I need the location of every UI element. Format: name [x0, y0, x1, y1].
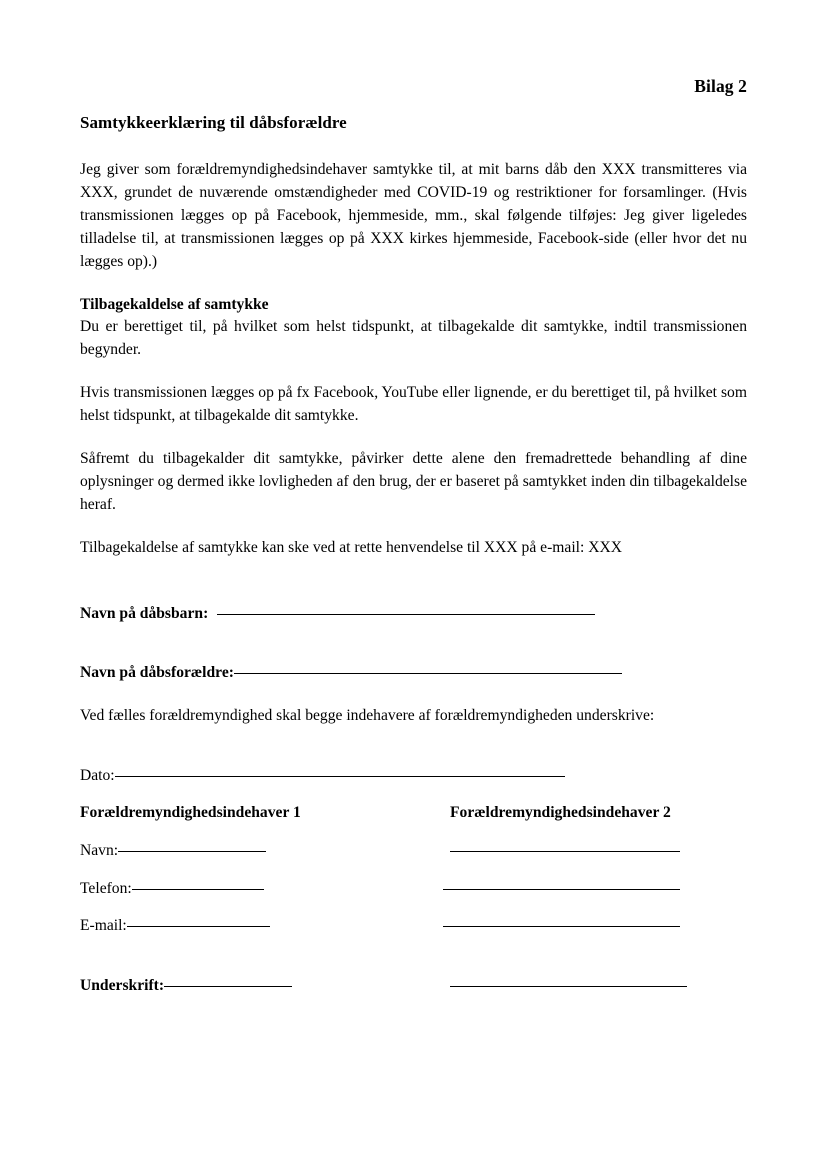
signature-column-headings — [80, 802, 747, 825]
paragraph-contact: Tilbagekaldelse af samtykke kan ske ved at rette henvendelse til XXX på e-mail: XXX — [80, 538, 623, 556]
spacer — [80, 428, 747, 448]
joint-custody-note: Ved fælles forældremyndighed skal begge indehavere af forældremyndigheden underskrive: — [80, 706, 655, 724]
paragraph-online-withdrawal: Hvis transmissionen lægges op på fx Facebook, YouTube eller lignende, er du berettiget til, på hvilket som helst tidspunkt, at tilbagekalde dit samtykke. — [80, 384, 747, 425]
spacer — [80, 756, 747, 765]
field-rule-email-holder-2[interactable] — [443, 926, 680, 927]
paragraph-withdrawal-effect: Såfremt du tilbagekalder dit samtykke, påvirker dette alene den fremadrettede behandling af dine oplysninger og dermed ikke lovligheden af den brug, der er baseret på samtykket inden din tilbagekaldelse heraf. — [80, 450, 747, 513]
row-email — [80, 915, 747, 938]
heading-holder-2: Forældremyndighedsindehaver 2 — [450, 804, 671, 822]
spacer — [80, 274, 747, 294]
field-label-child-name: Navn på dåbsbarn: — [80, 604, 209, 622]
appendix-label: Bilag 2 — [694, 76, 747, 96]
document-content — [80, 76, 747, 998]
field-label-date: Dato: — [80, 766, 115, 784]
field-rule-phone-holder-1[interactable] — [132, 889, 264, 890]
field-child-name[interactable] — [80, 603, 747, 626]
field-rule-parent-name[interactable] — [234, 673, 622, 674]
spacer — [80, 362, 747, 382]
field-label-phone: Telefon: — [80, 879, 132, 897]
spacer — [80, 685, 747, 705]
field-rule-email-holder-1[interactable] — [127, 926, 270, 927]
field-label-signature: Underskrift: — [80, 976, 165, 994]
spacer — [80, 653, 747, 662]
field-date[interactable] — [80, 765, 747, 788]
field-signature-holder-2[interactable] — [443, 989, 754, 990]
field-rule-child-name[interactable] — [217, 614, 595, 615]
spacer — [80, 588, 747, 603]
page-title: Samtykkeerklæring til dåbsforældre — [80, 112, 347, 132]
spacer — [80, 787, 747, 802]
field-phone-holder-1[interactable] — [80, 878, 443, 901]
field-phone-holder-2[interactable] — [443, 892, 747, 893]
spacer — [80, 966, 747, 975]
spacer — [80, 863, 747, 878]
heading-holder-1: Forældremyndighedsindehaver 1 — [80, 804, 301, 822]
paragraph-consent-statement: Jeg giver som forældremyndighedsindehaver samtykke til, at mit barns dåb den XXX transmitteres via XXX, grundet de nuværende omstændigheder med COVID-19 og restriktioner for forsamlinger. (Hvis transmissionen lægges op på Facebook, hjemmeside, mm., skal følgende tilføjes: Jeg giver ligeledes tilladelse til, at transmissionen lægges op på XXX kirkes hjemmeside, Facebook-side (eller hvor det nu lægges op).) — [80, 161, 747, 270]
field-rule-signature-holder-2[interactable] — [450, 986, 687, 987]
signature-grid — [80, 802, 747, 997]
field-label-name: Navn: — [80, 842, 119, 860]
field-rule-signature-holder-1[interactable] — [164, 986, 292, 987]
field-name-holder-2[interactable] — [443, 854, 747, 855]
row-phone — [80, 878, 747, 901]
row-name — [80, 840, 747, 863]
field-label-email: E-mail: — [80, 917, 127, 935]
spacer — [80, 517, 747, 537]
field-email-holder-2[interactable] — [443, 929, 747, 930]
field-email-holder-1[interactable] — [80, 915, 443, 938]
field-rule-date[interactable] — [115, 776, 565, 777]
spacer — [80, 728, 747, 756]
field-name-holder-1[interactable] — [80, 840, 443, 863]
spacer — [80, 625, 747, 653]
field-rule-phone-holder-2[interactable] — [443, 889, 680, 890]
row-signature — [80, 975, 747, 998]
spacer — [80, 825, 747, 840]
field-label-parent-name: Navn på dåbsforældre: — [80, 664, 234, 682]
spacer — [80, 560, 747, 588]
field-rule-name-holder-2[interactable] — [450, 851, 680, 852]
paragraph-withdrawal-right: Du er berettiget til, på hvilket som helst tidspunkt, at tilbagekalde dit samtykke, indtil transmissionen begynder. — [80, 318, 747, 359]
section-heading-withdrawal: Tilbagekaldelse af samtykke — [80, 295, 269, 313]
field-signature-holder-1[interactable] — [80, 975, 443, 998]
field-rule-name-holder-1[interactable] — [118, 851, 266, 852]
field-parent-name[interactable] — [80, 662, 747, 685]
spacer — [80, 900, 747, 915]
spacer — [80, 938, 747, 966]
